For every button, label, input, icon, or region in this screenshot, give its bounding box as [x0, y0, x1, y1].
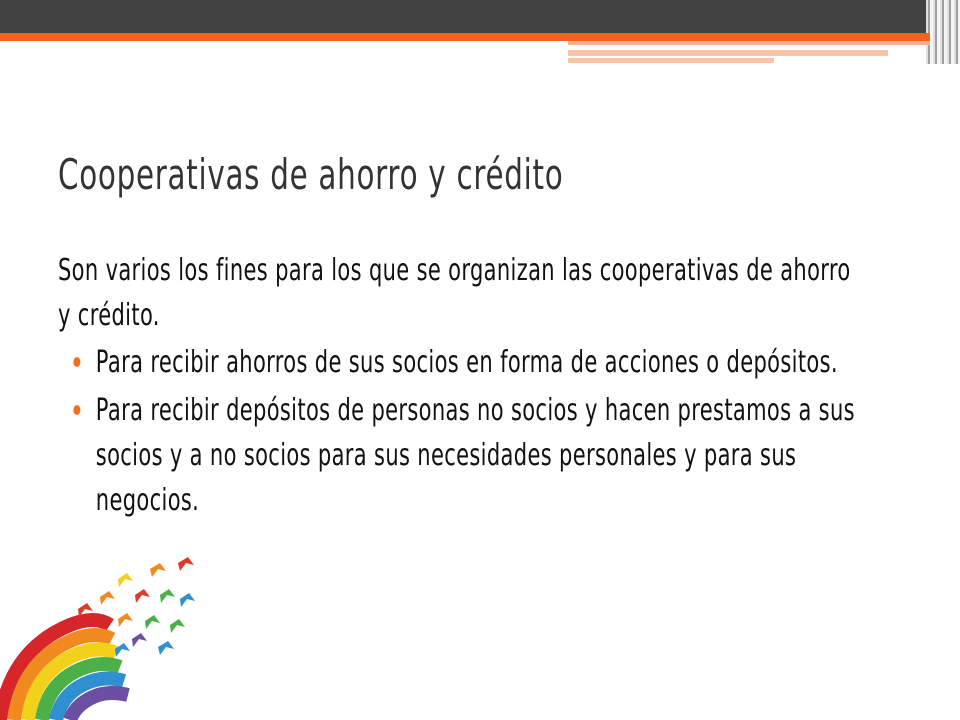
bullet-dot-icon [73, 357, 80, 367]
slide-title: Cooperativas de ahorro y crédito [58, 150, 564, 199]
bird-shape [132, 633, 147, 647]
bullet-text: Para recibir ahorros de sus socios en forma de acciones o depósitos. [95, 345, 838, 380]
top-bar-edge-stripes [926, 0, 960, 64]
intro-text: Son varios los fines para los que se organizan las cooperativas de ahorro y crédito. [58, 253, 851, 333]
bird-shape [178, 557, 194, 571]
bird-shape [170, 619, 185, 633]
bullet-item [58, 340, 870, 385]
slide-body [58, 248, 870, 526]
accent-line [0, 33, 930, 41]
bullet-item [58, 388, 870, 523]
bullet-dot-icon [73, 405, 80, 415]
accent-line-quaternary [568, 58, 774, 63]
top-decorative-bar [0, 0, 960, 33]
accent-line-secondary [568, 41, 930, 45]
bird-shape [115, 643, 130, 657]
bird-shape [158, 641, 174, 655]
bird-shape [118, 573, 133, 587]
bird-shape [118, 613, 133, 627]
rainbow-band-purple [70, 693, 128, 720]
bullet-list [58, 340, 870, 523]
bird-shape [160, 589, 175, 603]
bird-shape [150, 563, 166, 577]
bullet-text: Para recibir depósitos de personas no socios y hacen prestamos a sus socios y a no socios para sus necesidades personales y para sus negocios. [95, 393, 855, 518]
rainbow-birds-icon [0, 555, 210, 720]
accent-line-tertiary [568, 50, 888, 56]
bird-shape [145, 615, 160, 629]
bird-shape [100, 591, 115, 605]
bird-shape [135, 589, 150, 603]
bird-shape [180, 593, 195, 607]
